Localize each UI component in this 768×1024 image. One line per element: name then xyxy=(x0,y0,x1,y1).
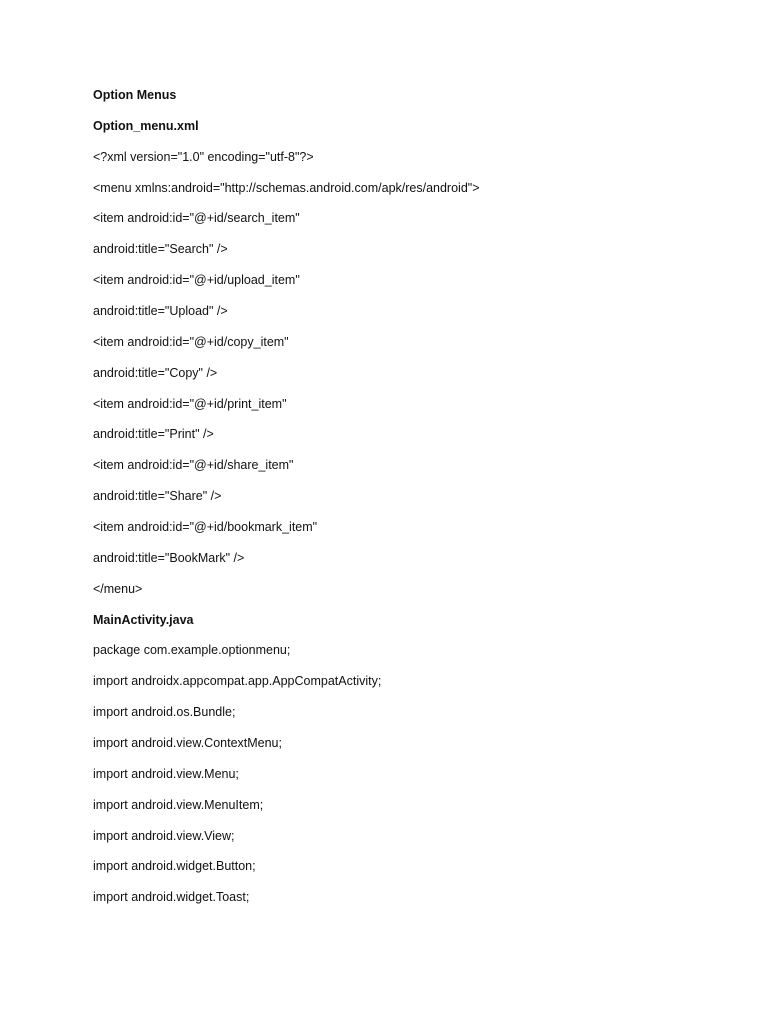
code-line-search-item-title: android:title="Search" /> xyxy=(93,242,228,257)
code-line-share-item-id: <item android:id="@+id/share_item" xyxy=(93,458,294,473)
code-line-menu-open: <menu xmlns:android="http://schemas.android.com/apk/res/android"> xyxy=(93,180,480,195)
code-line-import-view: import android.view.View; xyxy=(93,828,235,843)
code-line-print-item-title: android:title="Print" /> xyxy=(93,427,214,442)
code-line-print-item-id: <item android:id="@+id/print_item" xyxy=(93,396,287,411)
code-line-import-menu: import android.view.Menu; xyxy=(93,766,239,781)
section-title-option-menus: Option Menus xyxy=(93,88,177,102)
code-line-import-menuitem: import android.view.MenuItem; xyxy=(93,797,264,812)
code-line-import-button: import android.widget.Button; xyxy=(93,859,256,874)
code-line-bookmark-item-id: <item android:id="@+id/bookmark_item" xyxy=(93,520,318,535)
code-line-bookmark-item-title: android:title="BookMark" /> xyxy=(93,550,245,565)
code-line-xml-declaration: <?xml version="1.0" encoding="utf-8"?> xyxy=(93,149,314,164)
file-title-option-menu-xml: Option_menu.xml xyxy=(93,118,199,133)
code-line-copy-item-title: android:title="Copy" /> xyxy=(93,365,218,380)
code-line-import-contextmenu: import android.view.ContextMenu; xyxy=(93,736,282,751)
document-body xyxy=(93,86,733,919)
code-line-package: package com.example.optionmenu; xyxy=(93,643,291,658)
code-line-import-toast: import android.widget.Toast; xyxy=(93,890,250,905)
code-line-upload-item-title: android:title="Upload" /> xyxy=(93,304,228,319)
code-line-upload-item-id: <item android:id="@+id/upload_item" xyxy=(93,273,300,288)
code-line-menu-close: </menu> xyxy=(93,581,143,596)
code-line-share-item-title: android:title="Share" /> xyxy=(93,489,222,504)
code-line-search-item-id: <item android:id="@+id/search_item" xyxy=(93,211,300,226)
file-title-main-activity-java: MainActivity.java xyxy=(93,612,194,627)
code-line-copy-item-id: <item android:id="@+id/copy_item" xyxy=(93,334,289,349)
code-line-import-appcompat: import androidx.appcompat.app.AppCompatActivity; xyxy=(93,674,382,689)
code-line-import-bundle: import android.os.Bundle; xyxy=(93,705,236,720)
